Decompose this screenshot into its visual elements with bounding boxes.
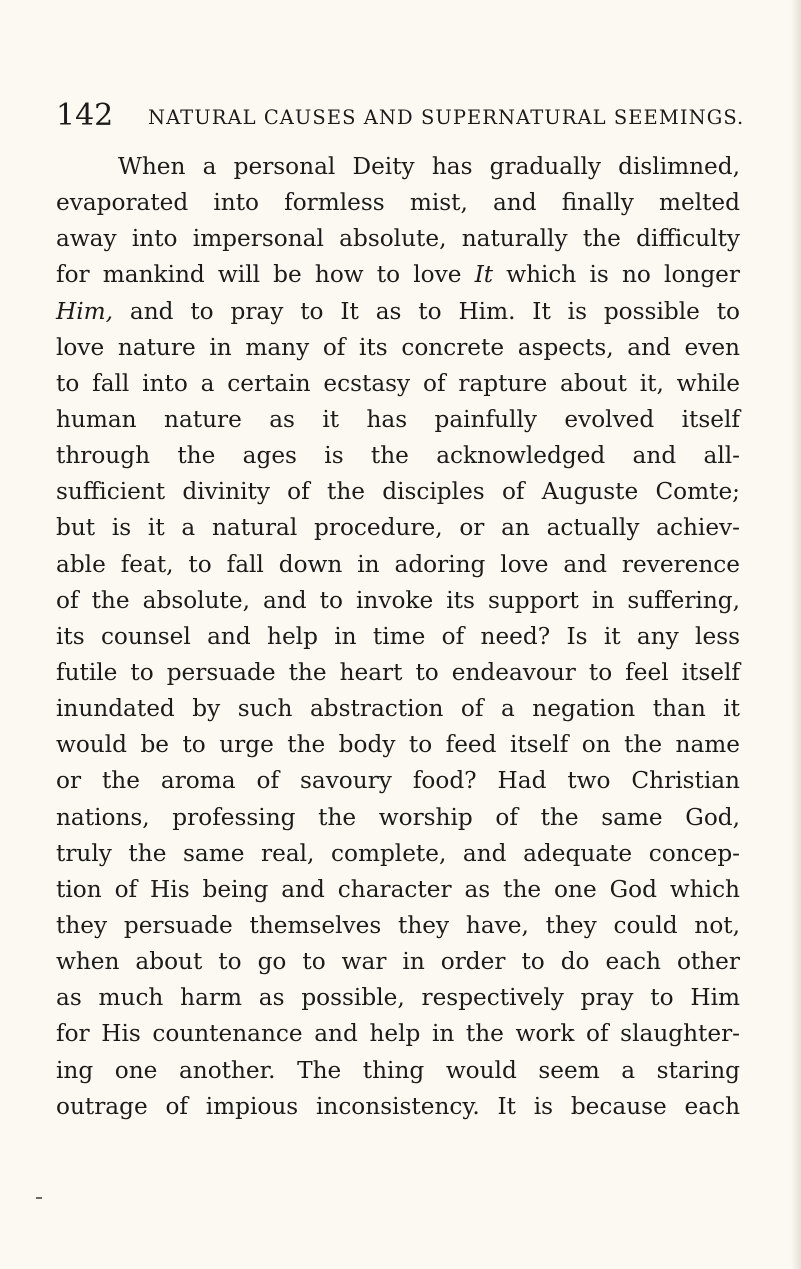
text-line: or the aroma of savoury food? Had two Christian: [56, 767, 740, 795]
text-line: inundated by such abstraction of a negation than it: [56, 695, 740, 723]
text-line: would be to urge the body to feed itself on the name: [56, 731, 740, 759]
text-line: to fall into a certain ecstasy of rapture about it, while: [56, 369, 740, 397]
text-line: away into impersonal absolute, naturally the difficulty: [56, 225, 740, 253]
text-line: tion of His being and character as the one God which: [56, 875, 740, 903]
text-line: When a personal Deity has gradually dislimned,: [118, 153, 740, 180]
margin-mark: [36, 1197, 42, 1199]
text-line: outrage of impious inconsistency. It is because each: [56, 1092, 740, 1120]
body-text: [56, 149, 740, 1125]
text-line: but is it a natural procedure, or an actually achiev-: [56, 514, 740, 542]
text-fragment: and to pray to It as to Him. It is possible to: [129, 297, 740, 325]
text-line: futile to persuade the heart to endeavour to feel itself: [56, 658, 740, 686]
text-line: when about to go to war in order to do each other: [56, 948, 740, 976]
text-line: [56, 294, 740, 330]
page-number: 142: [56, 98, 114, 133]
text-line: evaporated into formless mist, and finally melted: [56, 189, 740, 217]
italic-word: Him,: [56, 297, 113, 325]
page-edge-shadow: [791, 0, 801, 1269]
text-line: love nature in many of its concrete aspects, and even: [56, 333, 740, 361]
text-line: nations, professing the worship of the same God,: [56, 803, 740, 831]
text-fragment: for mankind will be how to love: [56, 261, 462, 289]
text-line: for His countenance and help in the work of slaughter-: [56, 1020, 740, 1048]
text-line: as much harm as possible, respectively pray to Him: [56, 984, 740, 1012]
text-line: human nature as it has painfully evolved itself: [56, 405, 740, 433]
running-head: [56, 96, 746, 136]
text-line: [56, 257, 740, 293]
text-line: sufficient divinity of the disciples of Auguste Comte;: [56, 478, 740, 506]
text-line: through the ages is the acknowledged and all-: [56, 442, 740, 470]
italic-word: It: [474, 261, 494, 289]
text-fragment: which is no longer: [506, 261, 740, 289]
text-line: of the absolute, and to invoke its support in suffering,: [56, 586, 740, 614]
text-line: they persuade themselves they have, they could not,: [56, 911, 740, 939]
text-line: ing one another. The thing would seem a staring: [56, 1056, 740, 1084]
text-line: able feat, to fall down in adoring love and reverence: [56, 550, 740, 578]
text-line: truly the same real, complete, and adequate concep-: [56, 839, 740, 867]
running-head-title: NATURAL CAUSES AND SUPERNATURAL SEEMINGS.: [148, 106, 745, 129]
text-line: its counsel and help in time of need? Is it any less: [56, 622, 740, 650]
